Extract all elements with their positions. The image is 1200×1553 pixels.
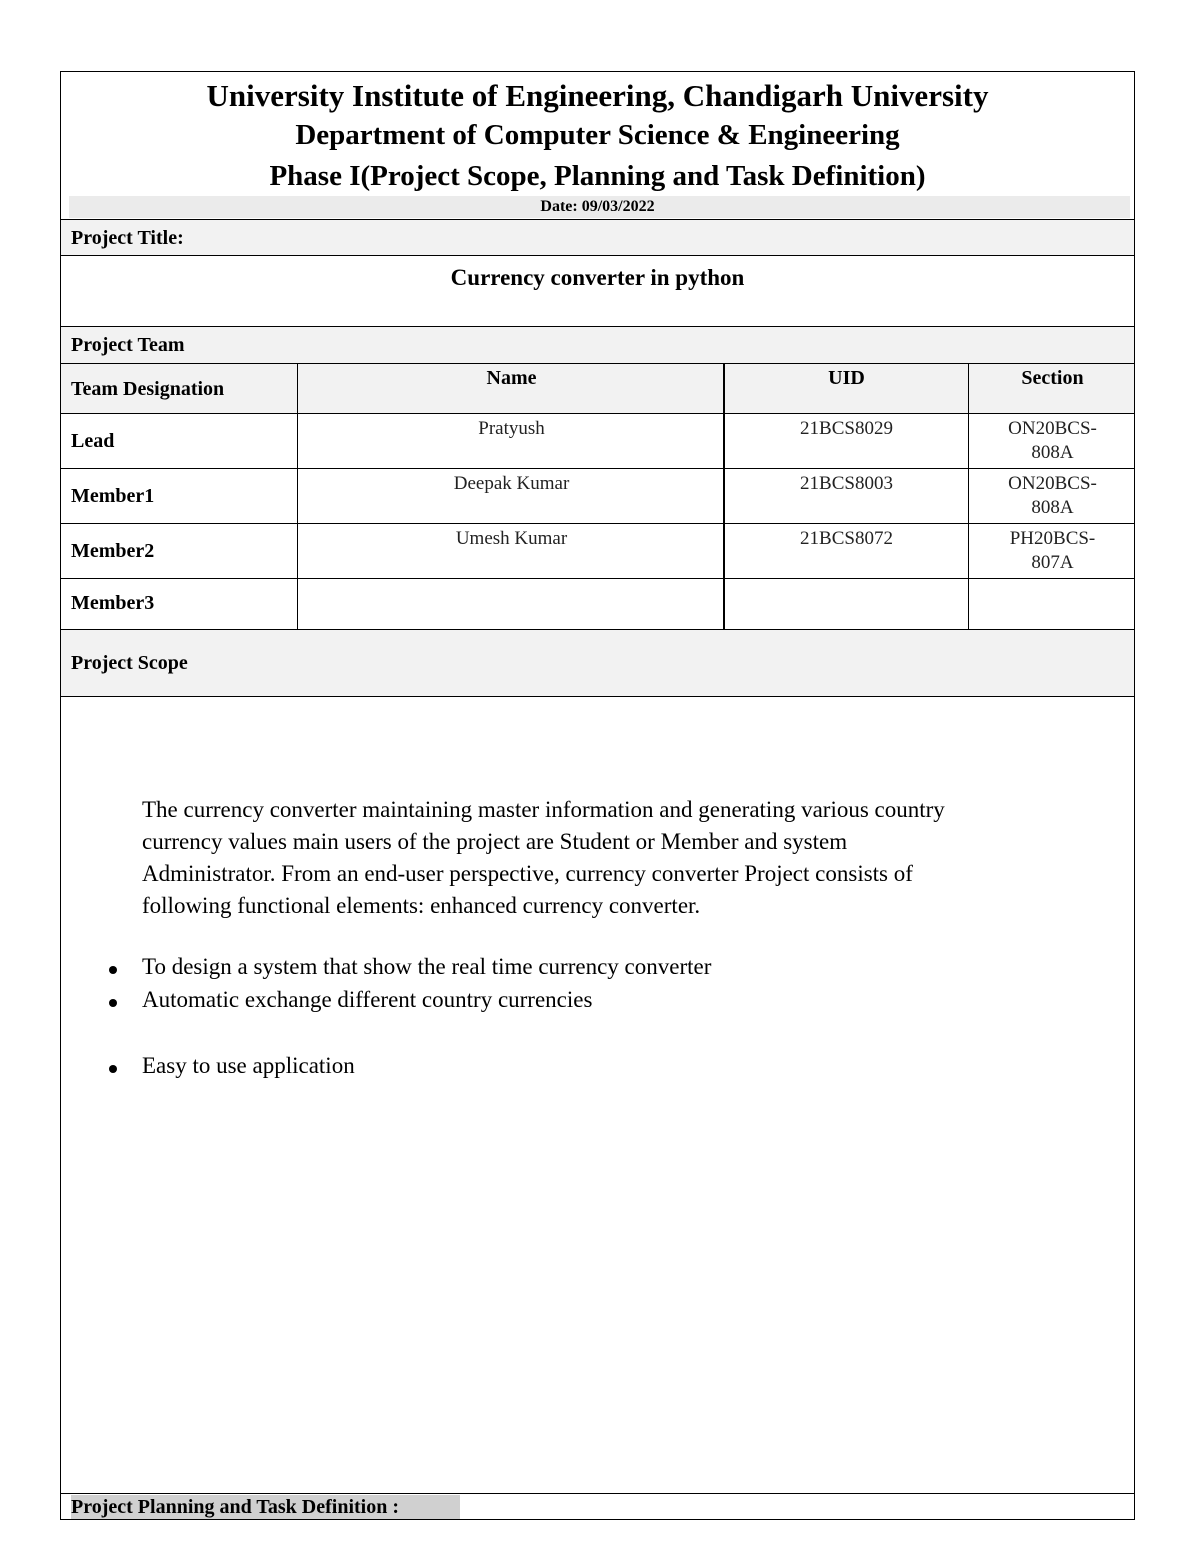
header-section: Section (1021, 367, 1084, 389)
paragraph-line: currency values main users of the project are Student or Member and system (142, 829, 848, 854)
scope-bullet: To design a system that show the real time currency converter (142, 954, 712, 979)
section-line: ON20BCS- (1008, 418, 1097, 439)
scope-bullet: Automatic exchange different country currencies (142, 987, 593, 1012)
phase-title: Phase I(Project Scope, Planning and Task Definition) (269, 160, 926, 192)
section-line: 808A (1031, 442, 1074, 463)
section-line: ON20BCS- (1008, 473, 1097, 494)
column-divider (297, 363, 298, 629)
row-section (969, 472, 1136, 520)
scope-paragraph (142, 794, 1127, 922)
document-date: Date: 09/03/2022 (540, 198, 655, 215)
divider (61, 1493, 1134, 1494)
row-section (969, 527, 1136, 575)
section-line: 808A (1031, 497, 1074, 518)
divider (61, 468, 1134, 469)
paragraph-line: The currency converter maintaining master information and generating various country (142, 797, 945, 822)
scope-bullet: Easy to use application (142, 1053, 355, 1078)
project-team-label: Project Team (71, 334, 185, 356)
project-planning-label: Project Planning and Task Definition : (71, 1496, 400, 1518)
header-team-designation: Team Designation (71, 378, 225, 400)
project-title-label: Project Title: (71, 227, 184, 249)
row-designation: Member1 (71, 485, 155, 507)
row-name: Pratyush (478, 418, 545, 439)
document-frame (60, 71, 1135, 1520)
row-uid: 21BCS8029 (800, 418, 893, 439)
divider (61, 696, 1134, 697)
project-title-value: Currency converter in python (450, 265, 745, 290)
bullet-icon (109, 1065, 117, 1073)
row-name: Deepak Kumar (453, 473, 570, 494)
university-title: University Institute of Engineering, Chandigarh University (206, 78, 989, 113)
row-name: Umesh Kumar (455, 528, 568, 549)
department-title: Department of Computer Science & Engineering (295, 119, 900, 151)
divider (61, 255, 1134, 256)
row-section (969, 417, 1136, 465)
section-line: 807A (1031, 552, 1074, 573)
bullet-icon (109, 966, 117, 974)
header-name: Name (486, 367, 537, 389)
paragraph-line: following functional elements: enhanced currency converter. (142, 893, 701, 918)
paragraph-line: Administrator. From an end-user perspective, currency converter Project consists of (142, 861, 913, 886)
column-divider (723, 363, 725, 629)
row-uid: 21BCS8003 (800, 473, 893, 494)
divider (61, 578, 1134, 579)
project-scope-band (61, 630, 1134, 696)
row-uid: 21BCS8072 (800, 528, 893, 549)
column-divider (968, 363, 969, 629)
row-designation: Lead (71, 430, 115, 452)
divider (61, 523, 1134, 524)
project-team-band (61, 327, 1134, 363)
header-uid: UID (828, 367, 865, 389)
row-designation: Member2 (71, 540, 155, 562)
project-scope-label: Project Scope (71, 652, 188, 674)
bullet-icon (109, 999, 117, 1007)
divider (61, 413, 1134, 414)
project-title-band (61, 220, 1134, 255)
row-designation: Member3 (71, 592, 155, 614)
section-line: PH20BCS- (1009, 528, 1096, 549)
